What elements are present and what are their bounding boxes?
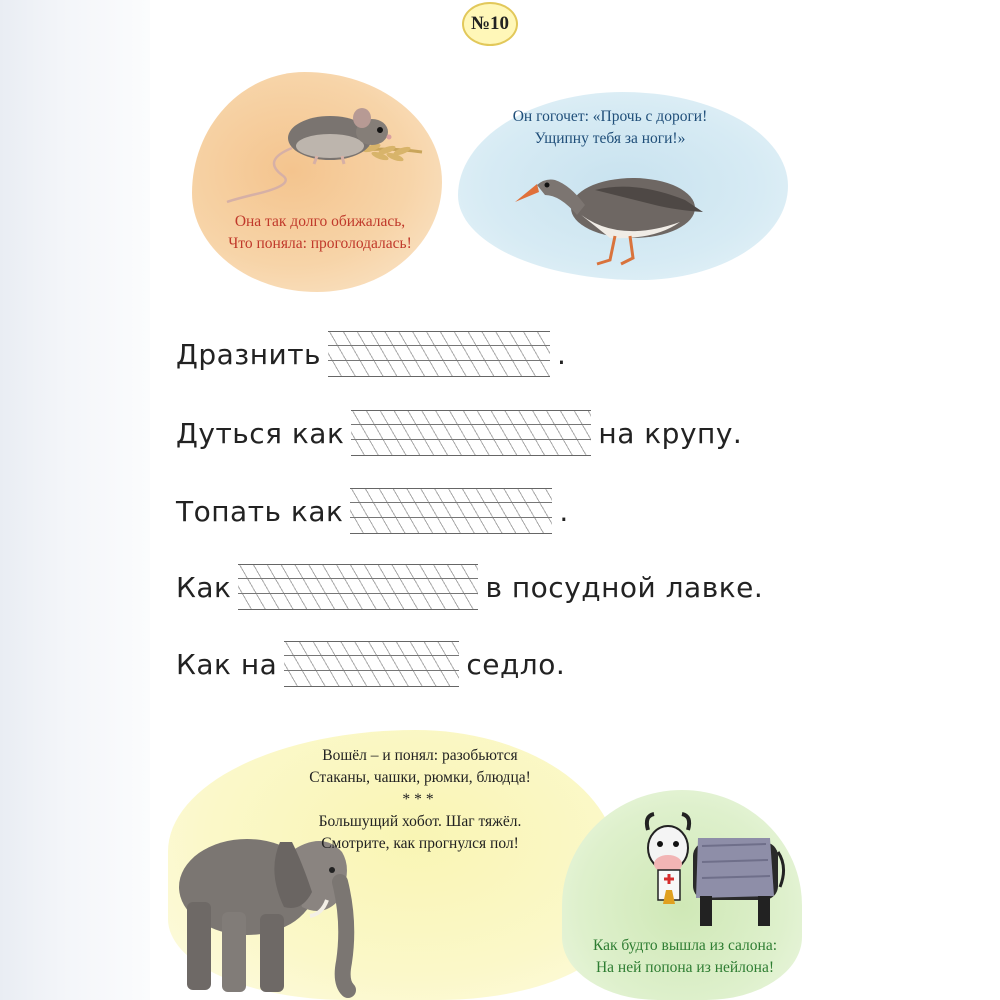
- answer-writing-lines[interactable]: [284, 641, 459, 687]
- exercise-text-before: Топать как: [176, 494, 344, 528]
- riddle-line: Она так долго обижалась,: [234, 213, 406, 230]
- answer-writing-lines[interactable]: [351, 410, 591, 456]
- exercise-text-before: Дразнить: [176, 337, 322, 371]
- riddle-line: На ней попона из нейлона!: [595, 959, 774, 976]
- mouse-riddle: [200, 211, 440, 255]
- exercise-4: [176, 557, 763, 617]
- exercise-text-after: .: [559, 494, 569, 528]
- exercise-text-before: Дуться как: [176, 416, 345, 450]
- exercise-1: [176, 324, 566, 384]
- exercise-3: [176, 481, 569, 541]
- answer-writing-lines[interactable]: [238, 564, 478, 610]
- exercise-text-before: Как на: [176, 647, 278, 681]
- answer-writing-lines[interactable]: [350, 488, 552, 534]
- page-margin-shadow: [0, 0, 150, 1000]
- cow-riddle: [570, 935, 800, 979]
- riddle-separator: ***: [402, 791, 438, 808]
- elephant-riddle: [240, 745, 600, 855]
- cow-illustration: [638, 812, 788, 930]
- riddle-line: Смотрите, как прогнулся пол!: [321, 835, 519, 852]
- goose-riddle: [460, 106, 760, 150]
- riddle-line: Стаканы, чашки, рюмки, блюдца!: [309, 769, 531, 786]
- exercise-text-after: седло.: [466, 647, 566, 681]
- exercise-text-before: Как: [176, 570, 232, 604]
- exercise-5: [176, 634, 565, 694]
- riddle-line: Ущипну тебя за ноги!»: [534, 130, 686, 147]
- mouse-illustration: [222, 100, 432, 205]
- riddle-line: Как будто вышла из салона:: [592, 937, 778, 954]
- exercise-text-after: в посудной лавке.: [485, 570, 764, 604]
- exercise-2: [176, 403, 742, 463]
- riddle-line: Что поняла: проголодалась!: [228, 235, 412, 252]
- answer-writing-lines[interactable]: [328, 331, 550, 377]
- exercise-text-after: на крупу.: [598, 416, 743, 450]
- riddle-line: Вошёл – и понял: разобьются: [322, 747, 518, 764]
- page-number-badge: №10: [462, 2, 518, 46]
- riddle-line: Большущий хобот. Шаг тяжёл.: [318, 813, 522, 830]
- exercise-text-after: .: [557, 337, 567, 371]
- riddle-line: Он гогочет: «Прочь с дороги!: [512, 108, 708, 125]
- goose-illustration: [515, 160, 710, 270]
